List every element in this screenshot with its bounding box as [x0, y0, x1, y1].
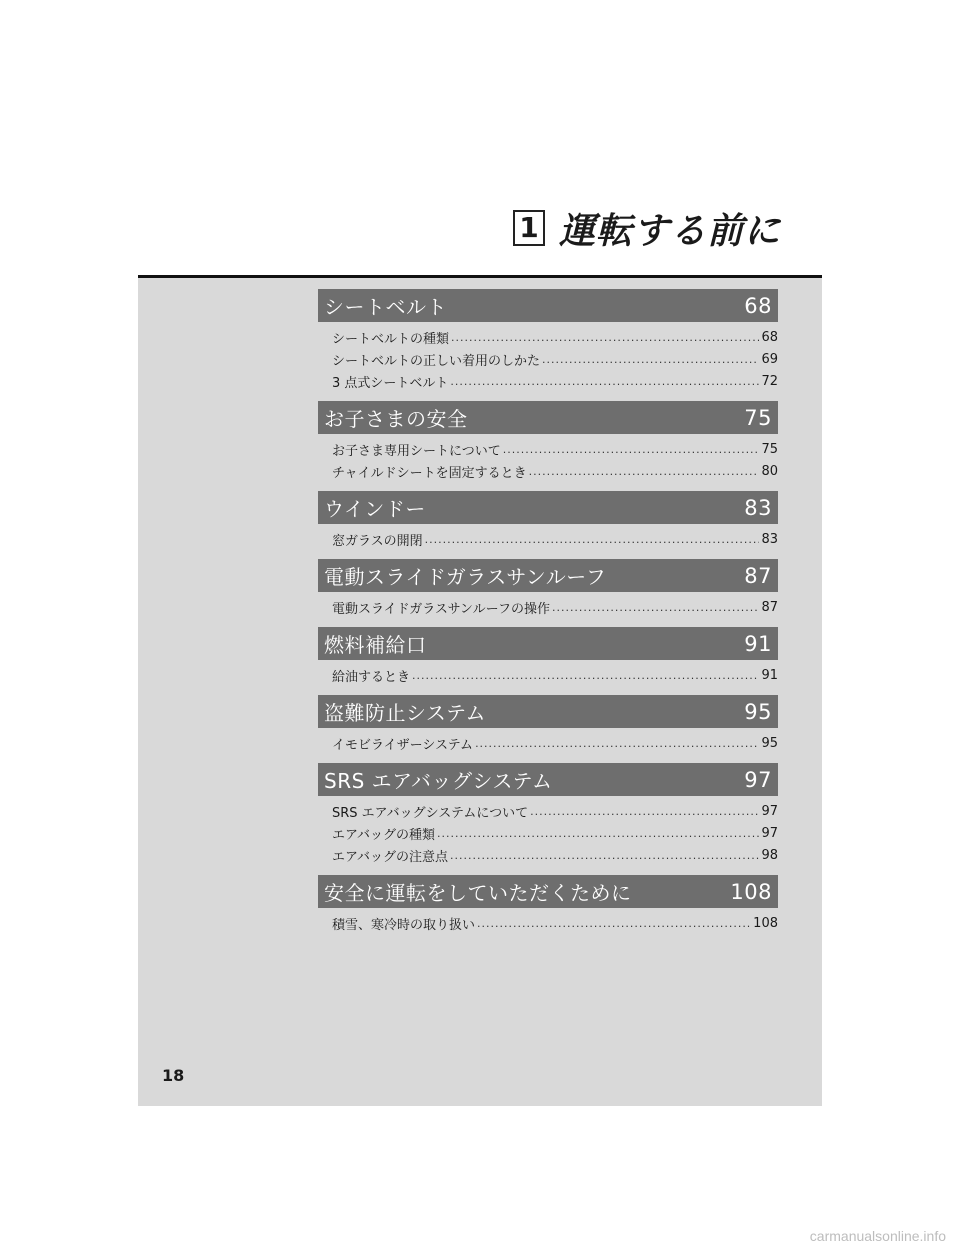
toc-entry[interactable] — [318, 912, 778, 934]
entry-title: 窓ガラスの開閉 — [332, 533, 423, 549]
section-entries — [318, 800, 778, 866]
entry-page: 97 — [761, 825, 778, 841]
leader-dots — [529, 466, 760, 477]
section-page: 108 — [730, 879, 772, 904]
leader-dots — [437, 828, 759, 839]
leader-dots — [477, 918, 751, 929]
chapter-title: 運転する前に — [559, 210, 782, 252]
entry-page: 75 — [761, 441, 778, 457]
toc-entry[interactable] — [318, 822, 778, 844]
leader-dots — [451, 332, 759, 343]
section-title: 盗難防止システム — [324, 701, 486, 725]
toc-entry[interactable] — [318, 664, 778, 686]
entry-page: 98 — [761, 847, 778, 863]
section-entries — [318, 912, 778, 934]
section-entries — [318, 732, 778, 754]
entry-page: 68 — [761, 329, 778, 345]
section-header-window[interactable] — [318, 491, 778, 524]
section-entries — [318, 326, 778, 392]
entry-title: エアバッグの種類 — [332, 827, 435, 843]
section-header-anti-theft[interactable] — [318, 695, 778, 728]
leader-dots — [475, 738, 759, 749]
leader-dots — [450, 376, 759, 387]
page-number: 18 — [162, 1066, 185, 1085]
toc-entry[interactable] — [318, 732, 778, 754]
section-page: 68 — [744, 293, 772, 318]
section-entries — [318, 438, 778, 482]
leader-dots — [412, 670, 759, 681]
section-header-fuel-door[interactable] — [318, 627, 778, 660]
leader-dots — [530, 806, 759, 817]
section-page: 91 — [744, 631, 772, 656]
section-title: 燃料補給口 — [324, 633, 427, 657]
entry-title: SRS エアバッグシステムについて — [332, 805, 529, 821]
section-title: SRS エアバッグシステム — [324, 769, 553, 793]
toc-entry[interactable] — [318, 348, 778, 370]
chapter-heading — [513, 206, 781, 250]
section-title: 電動スライドガラスサンルーフ — [324, 565, 607, 589]
section-entries — [318, 664, 778, 686]
section-page: 83 — [744, 495, 772, 520]
entry-page: 91 — [761, 667, 778, 683]
toc-entry[interactable] — [318, 596, 778, 618]
leader-dots — [552, 602, 760, 613]
section-title: シートベルト — [324, 295, 447, 319]
entry-page: 95 — [761, 735, 778, 751]
leader-dots — [542, 354, 759, 365]
entry-title: チャイルドシートを固定するとき — [332, 465, 527, 481]
entry-title: 3 点式シートベルト — [332, 375, 449, 391]
entry-title: シートベルトの種類 — [332, 331, 450, 347]
toc-entry[interactable] — [318, 326, 778, 348]
toc-entry[interactable] — [318, 800, 778, 822]
leader-dots — [503, 444, 760, 455]
entry-page: 83 — [761, 531, 778, 547]
entry-title: エアバッグの注意点 — [332, 849, 448, 865]
entry-page: 72 — [761, 373, 778, 389]
section-header-sunroof[interactable] — [318, 559, 778, 592]
section-page: 95 — [744, 699, 772, 724]
entry-title: シートベルトの正しい着用のしかた — [332, 353, 541, 369]
entry-title: 給油するとき — [332, 669, 411, 685]
toc-entry[interactable] — [318, 438, 778, 460]
section-entries — [318, 528, 778, 550]
chapter-number-box: 1 — [513, 210, 545, 246]
entry-page: 69 — [761, 351, 778, 367]
toc-entry[interactable] — [318, 370, 778, 392]
toc-entry[interactable] — [318, 528, 778, 550]
section-page: 75 — [744, 405, 772, 430]
entry-title: 積雪、寒冷時の取り扱い — [332, 917, 476, 933]
section-header-seatbelt[interactable] — [318, 289, 778, 322]
section-header-srs-airbag[interactable] — [318, 763, 778, 796]
leader-dots — [425, 534, 760, 545]
section-header-child-safety[interactable] — [318, 401, 778, 434]
toc-entry[interactable] — [318, 844, 778, 866]
section-header-safe-driving[interactable] — [318, 875, 778, 908]
watermark: carmanualsonline.info — [809, 1228, 946, 1244]
section-title: ウインドー — [324, 497, 426, 521]
entry-page: 80 — [761, 463, 778, 479]
section-title: お子さまの安全 — [324, 407, 468, 431]
table-of-contents — [318, 289, 778, 934]
section-page: 87 — [744, 563, 772, 588]
section-title: 安全に運転をしていただくために — [324, 881, 632, 905]
entry-page: 87 — [761, 599, 778, 615]
entry-page: 108 — [753, 915, 778, 931]
section-page: 97 — [744, 767, 772, 792]
entry-title: イモビライザーシステム — [332, 737, 474, 753]
entry-page: 97 — [761, 803, 778, 819]
toc-entry[interactable] — [318, 460, 778, 482]
section-entries — [318, 596, 778, 618]
leader-dots — [450, 850, 759, 861]
entry-title: お子さま専用シートについて — [332, 443, 501, 459]
entry-title: 電動スライドガラスサンルーフの操作 — [332, 601, 550, 617]
